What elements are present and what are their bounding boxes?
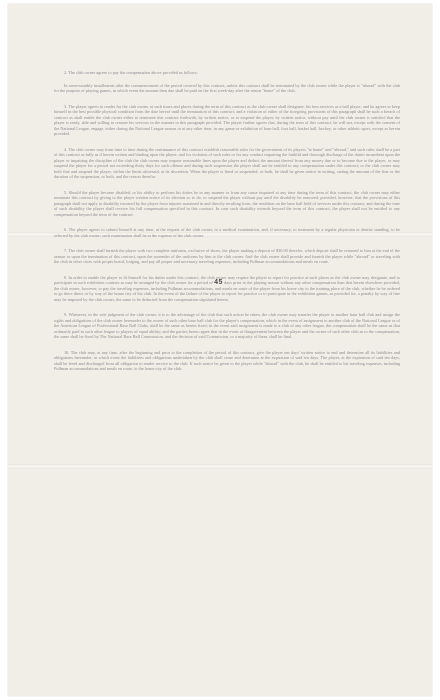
- paragraph-2-terms: In semi-monthly installments after the commencement of the period covered by this contract, unless this contract shall be terminated by the club owner while the player is "abroad" with the club for the purpose of playing games, in which event the amount then due shall be paid on the first week-day after the return "home" of the club.: [54, 82, 400, 93]
- page-fold-lower: [8, 464, 432, 469]
- contract-page: [8, 4, 432, 696]
- paragraph-7: 7. The club owner shall furnish the player with two complete uniforms, exclusive of shoes, the player making a deposit of $30.00 therefor, which deposit shall be returned to him at the end of the season or upon the termination of this contract, upon the surrender of the uniforms by him to the club owner. And the club owner shall provide and furnish the player while "abroad" or traveling with the club in other cities with proper board, lodging, and pay all proper and necessary traveling expenses, including Pullman accommodations and meals en route.: [54, 248, 400, 264]
- paragraph-2: 2. The club owner agrees to pay the compensation above provided as follows:: [64, 70, 198, 75]
- paragraph-8-end: days prior to the playing season without any other compensation than that herein elsewhere provided, the club owner, however, to pay the traveling expenses, including Pullman accommodations, and meals en route of the player from his home city to the training place of the club, whether he be ordered to go there direct or by way of the home city of the club. In the event of the failure of the player to report for practice or to participate in the exhibition games, as provided for, a penalty by way of fine may be imposed by the club owner, the same to be deducted from the compensation stipulated herein.: [54, 280, 401, 302]
- paragraph-5: 5. Should the player become disabled, or his ability to perform his duties be in any manner or from any cause impaired at any time during the term of this contract, the club owner may either terminate this contract by giving to the player written notice of its election so to do, or suspend the player without pay until the disability be removed; provided, however, that the provisions of this paragraph shall not apply to disability incurred by the player from injuries sustained in and directly resulting from, the rendition on the base ball field of services under this contract, and during the time of such disability the player shall receive his full compensation specified in this contract. In case such disability extends beyond the term of this contract, the player shall not be entitled to any compensation beyond the term of the contract.: [54, 189, 400, 217]
- practice-days-value: 45: [214, 279, 223, 286]
- paragraph-6: 6. The player agrees to submit himself at any time, at the request of the club owner, to a medical examination, and, if necessary, to treatment by a regular physician or dentist standing, to be selected by the club owner; such examination shall be at the expense of the club owner.: [54, 227, 400, 238]
- paragraph-8-start: 8. In order to enable the player to fit himself for his duties under this contract, the club owner may require the player to report for practice at such places as the club owner may designate, and to participate in such exhibition contests as may be arranged by the club owner for a period of: [54, 274, 400, 285]
- paragraph-4: 4. The club owner may from time to time during the continuance of this contract establish reasonable rules for the government of its players "at home" and "abroad," and such rules shall be a part of this contract as fully as if herein written and binding upon the player; and for violation of such rules or for any conduct impairing the faithful and thorough discharge of the duties incumbent upon the player or impairing the discipline of the club the club owner may impose reasonable fines upon the player and deduct the amount thereof from any money due or to become due to the player, or may suspend the player for a period not exceeding thirty days for such offense and during such suspension the player shall not be entitled to any compensation under this contract; or the club owner may both fine and suspend the player, within the limits aforesaid, at its discretion. When the player is fined or suspended, or both, he shall be given notice in writing, stating the amount of the fine or the duration of the suspension, or both, and the reason therefor.: [54, 146, 400, 179]
- paragraph-8: [54, 275, 400, 303]
- paragraph-10: 10. The club may, at any time, after the beginning and prior to the completion of the period of this contract, give the player ten days' written notice to end and determine all its liabilities and obligations hereunder, in which event the liabilities and obligations undertaken by the club shall cease and determine at the expiration of said ten days. The player, at the expiration of said ten days, shall be freed and discharged from all obligation to render service to the club. If such notice be given to the player while "abroad" with the club, he shall be entitled to his traveling expenses, including Pullman accommodations and meals en route, to the home city of the club.: [54, 349, 400, 371]
- paragraph-9: 9. Whenever, in the sole judgment of the club owner, it is to the advantage of the club that such action be taken, the club owner may transfer the player to another base ball club and assign the rights and obligations of the club owner hereunder to the owner of such other base ball club for the player's compensation, which in the event of assignment to another club of the National League or of the American League of Professional Base Ball Clubs, shall be the same as herein fixed; in the event said assignment is made to a club of any other league, the compensation shall be the same as that ordinarily paid in such other league to players of equal ability; and the parties hereto agree that in the event of disagreement between the player and the owner of such other club as to the compensation, the same shall be fixed by The National Base Ball Commission, and the decision of said Commission, or a majority of them, shall be final.: [54, 312, 400, 339]
- contract-text: [54, 70, 400, 382]
- paragraph-3: 3. The player agrees to render for the club owner, at such times and places during the term of this contract as the club owner shall designate, his best services as a ball player; and he agrees to keep himself in the best possible physical condition from the date hereof until the termination of this contract; and a violation of either of the foregoing provisions of this paragraph shall be such a breach of contract as shall entitle the club owner either to terminate this contract forthwith, by written notice, or to suspend the player, by written notice, without pay until the club owner is satisfied that the player is ready, able and willing to resume his services in the manner in this paragraph provided. The player further agrees that, during the term of this contract, he will not, except with the consent of the National League, engage, either during the National League season or at any other time, in any game or exhibition of base ball, foot ball, basket ball, hockey, or other athletic sport, except as herein provided.: [54, 103, 400, 136]
